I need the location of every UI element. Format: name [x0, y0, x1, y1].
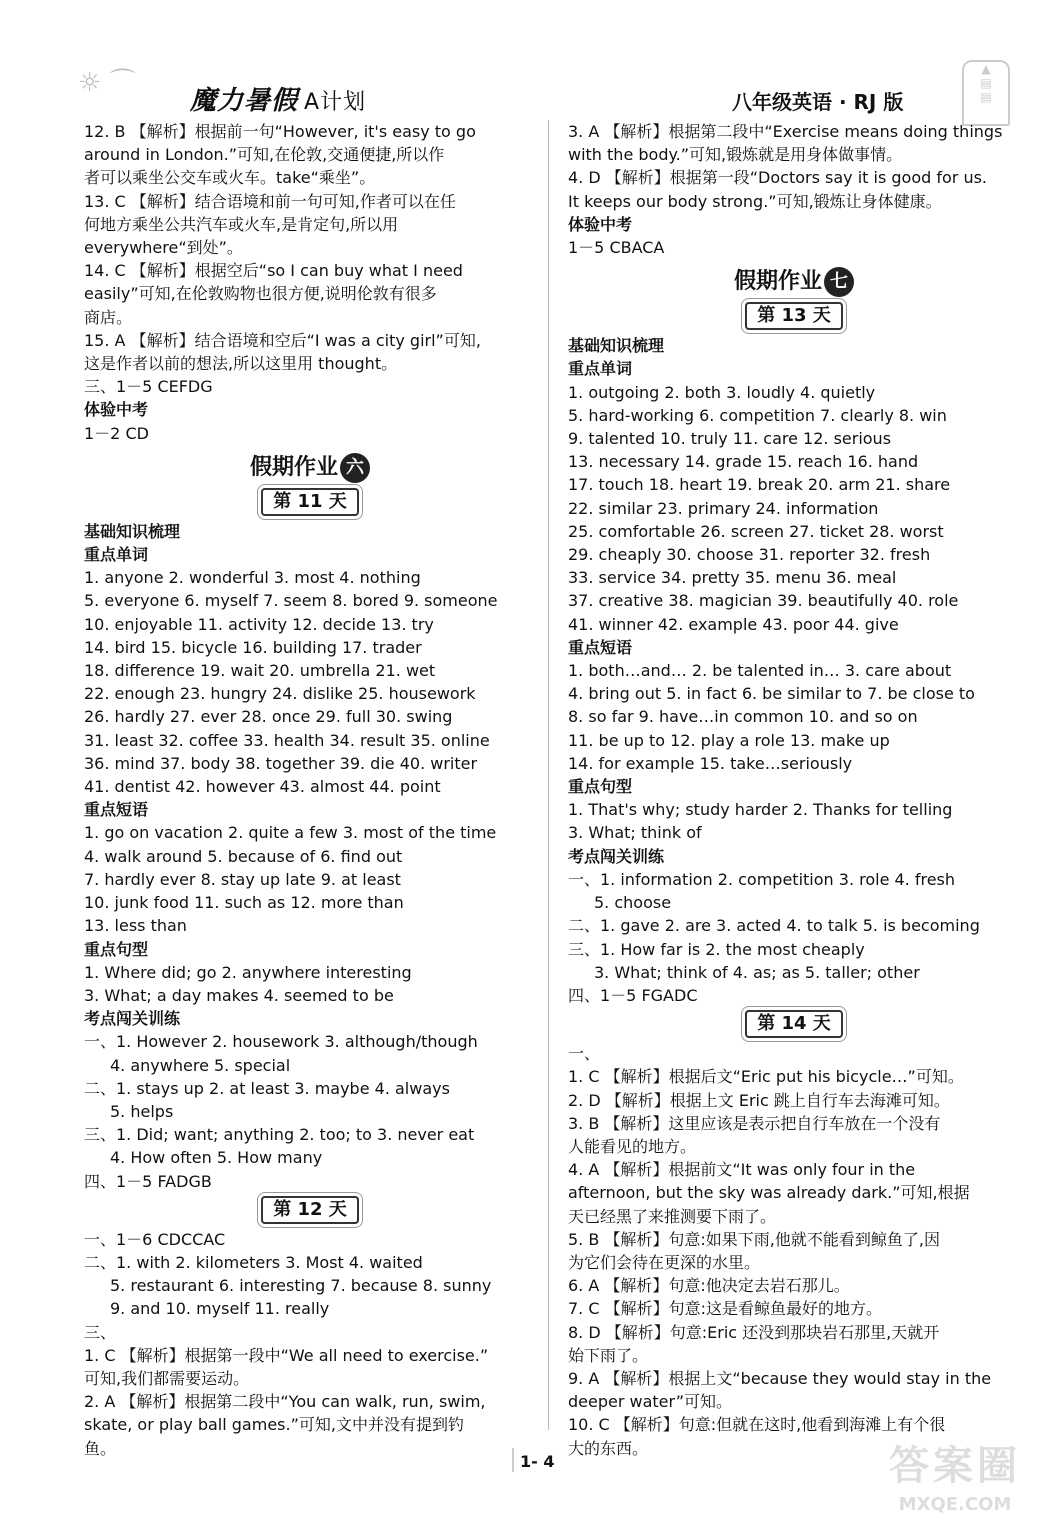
section-heading: 重点短语 [568, 637, 633, 657]
answer-line: 41. winner 42. example 43. poor 44. give [568, 614, 899, 634]
answer-line: 6. A 【解析】句意:他决定去岩石那儿。 [568, 1276, 850, 1296]
answer-line: 22. similar 23. primary 24. information [568, 498, 879, 518]
answer-line: 14. C 【解析】根据空后“so I can buy what I need [84, 261, 463, 281]
answer-line: 4. bring out 5. in fact 6. be similar to 7. be close to [568, 684, 975, 704]
answer-line: 5. everyone 6. myself 7. seem 8. bored 9. someone [84, 591, 498, 611]
answer-line: 天已经黑了来推测要下雨了。 [568, 1206, 777, 1226]
answer-line: deeper water”可知。 [568, 1392, 733, 1412]
section-heading: 重点句型 [84, 939, 149, 959]
answer-line: 26. hardly 27. ever 28. once 29. full 30. swing [84, 707, 453, 727]
answer-line: 为它们会待在更深的水里。 [568, 1252, 761, 1272]
answer-line: with the body.”可知,锻炼就是用身体做事情。 [568, 145, 903, 165]
answer-line: easily”可知,在伦敦购物也很方便,说明伦敦有很多 [84, 284, 437, 304]
column-divider [548, 120, 549, 1430]
section-heading: 基础知识梳理 [568, 336, 665, 356]
answer-line: 7. hardly ever 8. stay up late 9. at least [84, 869, 401, 889]
answer-line: 5. choose [594, 893, 672, 913]
answer-line: 可知,我们都需要运动。 [84, 1368, 250, 1388]
answer-line: 一、1－6 CDCCAC [84, 1229, 226, 1249]
answer-line: 1. anyone 2. wonderful 3. most 4. nothing [84, 568, 421, 588]
section-heading: 体验中考 [84, 400, 149, 420]
answer-line: 10. C 【解析】句意:但就在这时,他看到海滩上有个很 [568, 1415, 946, 1435]
answer-line: 1. both…and… 2. be talented in… 3. care about [568, 661, 952, 681]
answer-line: 18. difference 19. wait 20. umbrella 21. wet [84, 661, 436, 681]
answer-line: 9. and 10. myself 11. really [110, 1299, 330, 1319]
answer-line: 14. bird 15. bicycle 16. building 17. trader [84, 637, 422, 657]
day-label-text: 第 14 天 [745, 1010, 843, 1038]
answer-line: 二、1. stays up 2. at least 3. maybe 4. always [84, 1078, 450, 1098]
answer-line: 二、1. gave 2. are 3. acted 4. to talk 5. is becoming [568, 916, 980, 936]
page-number-bar [512, 1448, 514, 1472]
answer-line: 1－5 CBACA [568, 238, 665, 258]
day-label [568, 302, 1020, 330]
section-title-text: 假期作业 [733, 269, 822, 295]
answer-line: 商店。 [84, 307, 133, 327]
answer-line: 31. least 32. coffee 33. health 34. result 35. online [84, 730, 490, 750]
answer-line: 1. outgoing 2. both 3. loudly 4. quietly [568, 382, 876, 402]
watermark [880, 1438, 1030, 1528]
answer-line: 8. so far 9. have…in common 10. and so on [568, 707, 918, 727]
section-number-badge: 六 [340, 453, 370, 483]
answer-line: 5. helps [110, 1101, 174, 1121]
answer-line: 3. What; think of [568, 823, 702, 843]
answer-line: 5. restaurant 6. interesting 7. because 8. sunny [110, 1276, 492, 1296]
answer-line: everywhere“到处”。 [84, 238, 243, 258]
section-title-text: 假期作业 [249, 454, 338, 480]
section-title [568, 265, 1020, 299]
answer-line: 三、1. Did; want; anything 2. too; to 3. never eat [84, 1125, 475, 1145]
answer-line: 1. C 【解析】根据后文“Eric put his bicycle…”可知。 [568, 1067, 964, 1087]
answer-line: 三、1. How far is 2. the most cheaply [568, 939, 865, 959]
answer-line: 1. Where did; go 2. anywhere interesting [84, 962, 412, 982]
answer-line: 13. necessary 14. grade 15. reach 16. hand [568, 452, 919, 472]
answer-line: 二、1. with 2. kilometers 3. Most 4. waited [84, 1252, 423, 1272]
answer-line: 22. enough 23. hungry 24. dislike 25. housework [84, 684, 476, 704]
answer-line: 41. dentist 42. however 43. almost 44. point [84, 777, 441, 797]
answer-line: 人能看见的地方。 [568, 1136, 697, 1156]
section-heading: 重点句型 [568, 777, 633, 797]
answer-line: skate, or play ball games.”可知,文中并没有提到钓 [84, 1415, 464, 1435]
answer-line: afternoon, but the sky was already dark.”可知,根据 [568, 1183, 970, 1203]
answer-line: 一、 [568, 1044, 601, 1064]
answer-line: 10. junk food 11. such as 12. more than [84, 893, 404, 913]
answer-line: 鱼。 [84, 1438, 117, 1458]
brand-title: 魔力暑假 [190, 86, 299, 116]
day-label [84, 488, 536, 516]
answer-line: 9. talented 10. truly 11. care 12. serious [568, 429, 892, 449]
answer-line: 1－2 CD [84, 423, 149, 443]
answer-line: 2. A 【解析】根据第二段中“You can walk, run, swim, [84, 1392, 486, 1412]
answer-line: 9. A 【解析】根据上文“because they would stay in the [568, 1368, 992, 1388]
watermark-url: MXQE.COM [898, 1494, 1012, 1515]
section-heading: 体验中考 [568, 214, 633, 234]
answer-line: 4. anywhere 5. special [110, 1055, 291, 1075]
brand-plan: A计划 [304, 90, 367, 115]
answer-line: 三、1－5 CEFDG [84, 377, 213, 397]
answer-line: 1. C 【解析】根据第一段中“We all need to exercise.” [84, 1345, 489, 1365]
answer-line: 3. A 【解析】根据第二段中“Exercise means doing things [568, 122, 1003, 141]
section-heading: 重点单词 [568, 359, 633, 379]
answer-line: 四、1－5 FGADC [568, 985, 698, 1005]
section-title [84, 451, 536, 485]
section-heading: 重点单词 [84, 545, 149, 565]
answer-line: 14. for example 15. take…seriously [568, 753, 853, 773]
subject-label: 八年级英语 · RJ 版 [732, 90, 904, 114]
answer-line: around in London.”可知,在伦敦,交通便捷,所以作 [84, 145, 445, 165]
answer-line: 4. walk around 5. because of 6. find out [84, 846, 403, 866]
answer-line: 2. D 【解析】根据上文 Eric 跳上自行车去海滩可知。 [568, 1090, 950, 1110]
answer-line: 33. service 34. pretty 35. menu 36. meal [568, 568, 897, 588]
sun-decoration-icon: ☼ ⌒ [78, 68, 136, 98]
answer-line: 29. cheaply 30. choose 31. reporter 32. fresh [568, 545, 931, 565]
answer-line: 大的东西。 [568, 1438, 649, 1458]
section-heading: 考点闯关训练 [84, 1009, 181, 1029]
answer-line: 者可以乘坐公交车或火车。take“乘坐”。 [84, 168, 376, 188]
answer-line: 始下雨了。 [568, 1345, 649, 1365]
watermark-seal: 答案圈 [889, 1443, 1021, 1489]
section-heading: 重点短语 [84, 800, 149, 820]
day-label [84, 1196, 536, 1224]
answer-line: 1. That's why; study harder 2. Thanks for telling [568, 800, 953, 820]
page-header [0, 0, 1049, 118]
answer-line: 4. D 【解析】根据第一段“Doctors say it is good for us. [568, 168, 988, 188]
answer-line: 四、1－5 FADGB [84, 1171, 212, 1191]
answer-line: 11. be up to 12. play a role 13. make up [568, 730, 890, 750]
answer-line: 37. creative 38. magician 39. beautifully 40. role [568, 591, 959, 611]
answer-line: 一、1. However 2. housework 3. although/though [84, 1032, 478, 1052]
day-label-text: 第 11 天 [261, 488, 359, 516]
answer-line: 36. mind 37. body 38. together 39. die 40. writer [84, 753, 478, 773]
answer-line: 7. C 【解析】句意:这是看鲸鱼最好的地方。 [568, 1299, 883, 1319]
answer-line: 3. What; a day makes 4. seemed to be [84, 985, 394, 1005]
answer-line: 13. less than [84, 916, 187, 936]
section-number-badge: 七 [824, 267, 854, 297]
answer-line: 4. How often 5. How many [110, 1148, 323, 1168]
answer-line: 3. B 【解析】这里应该是表示把自行车放在一个没有 [568, 1113, 941, 1133]
right-column [568, 120, 1020, 1460]
answer-line: 8. D 【解析】句意:Eric 还没到那块岩石那里,天就开 [568, 1322, 940, 1342]
answer-line: 10. enjoyable 11. activity 12. decide 13. try [84, 614, 434, 634]
answer-line: 5. B 【解析】句意:如果下雨,他就不能看到鲸鱼了,因 [568, 1229, 940, 1249]
answer-line: 三、 [84, 1322, 117, 1342]
answer-line: 4. A 【解析】根据前文“It was only four in the [568, 1160, 916, 1180]
answer-line: 15. A 【解析】结合语境和空后“I was a city girl”可知, [84, 330, 481, 350]
section-heading: 考点闯关训练 [568, 846, 665, 866]
day-label-text: 第 13 天 [745, 302, 843, 330]
answer-line: 25. comfortable 26. screen 27. ticket 28. worst [568, 521, 944, 541]
answer-line: 这是作者以前的想法,所以这里用 thought。 [84, 354, 398, 374]
answer-line: 何地方乘坐公共汽车或火车,是肯定句,所以用 [84, 214, 399, 234]
page-number: 1- 4 [520, 1452, 555, 1471]
lighthouse-icon: ▲ ▤ ▤ [962, 60, 1010, 126]
left-column [84, 120, 536, 1460]
day-label-text: 第 12 天 [261, 1196, 359, 1224]
answer-line: 12. B 【解析】根据前一句“However, it's easy to go [84, 122, 476, 141]
answer-line: 5. hard-working 6. competition 7. clearly 8. win [568, 405, 947, 425]
section-heading: 基础知识梳理 [84, 521, 181, 541]
answer-line: 13. C 【解析】结合语境和前一句可知,作者可以在任 [84, 191, 456, 211]
answer-line: It keeps our body strong.”可知,锻炼让身体健康。 [568, 191, 942, 211]
answer-line: 3. What; think of 4. as; as 5. taller; other [594, 962, 920, 982]
book-brand [190, 80, 366, 117]
answer-line: 17. touch 18. heart 19. break 20. arm 21. share [568, 475, 951, 495]
answer-line: 1. go on vacation 2. quite a few 3. most of the time [84, 823, 497, 843]
day-label [568, 1010, 1020, 1038]
answer-line: 一、1. information 2. competition 3. role 4. fresh [568, 869, 956, 889]
